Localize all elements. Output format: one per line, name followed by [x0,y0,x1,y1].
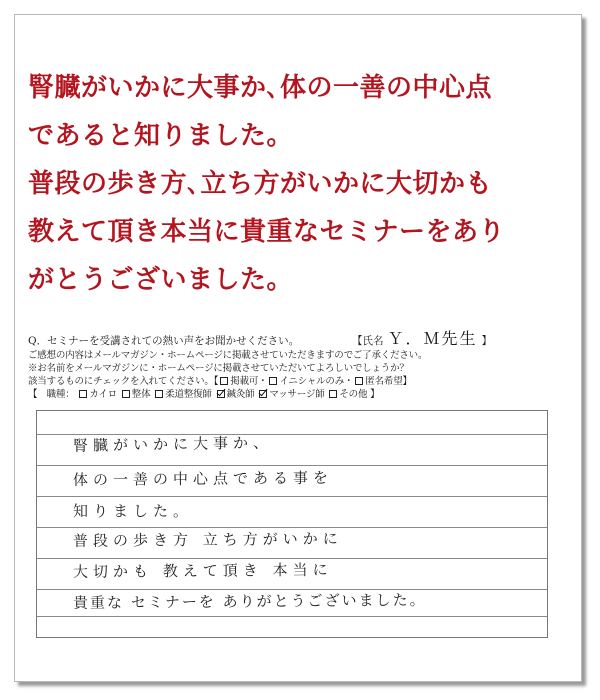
anonymous-label: 匿名希望 [365,376,403,387]
ruled-line [37,465,547,466]
occupation-chiro-label: カイロ [89,389,117,400]
handwritten-line: 体の一善の中心点である事を [72,468,334,489]
consent-line-2: ※お名前をメールマガジンに・ホームページに掲載させていただいてよろしいでしょうか？ [28,363,409,374]
anonymous-checkbox[interactable] [355,377,363,385]
handwritten-answer-box [36,410,548,638]
handwritten-line: 腎臓がいかに大事か、 [72,433,274,455]
check-prompt: 該当するものにチェックを入れてください。【 [28,376,219,387]
occupation-judo-label: 柔道整復師 [165,389,212,400]
question-line [28,329,548,349]
publish-ok-label: 掲載可・ [230,376,268,387]
handwritten-line: 普段の歩き方 立ち方がいかに [72,529,343,550]
options-close: 】 [402,376,412,387]
handwritten-line: 大切かも 教えて頂き 本当に [72,560,333,581]
headline-line: がとうございました。 [28,265,294,295]
publish-options [28,375,548,388]
question-text: Q．セミナーを受講されての熱い声をお聞かせください。 [28,335,300,347]
testimonial-headline [28,64,548,304]
occupation-label: 【 職種： [28,389,75,400]
handwritten-line: 知りました。 [73,502,194,520]
name-open: 【氏名 [352,335,384,347]
headline-line: 腎臓がいかに大事か､体の一善の中心点 [28,73,493,103]
occupation-options [28,388,548,401]
consent-line-1: ご感想の内容はメールマガジン・ホームページに掲載させていただきますのでご了承ください。 [28,350,428,361]
occupation-close: 】 [370,389,380,400]
handwritten-line: 貴重な セミナーを ありがとうございました。 [72,590,427,612]
initials-only-checkbox[interactable] [269,377,277,385]
name-field [352,331,492,349]
occupation-checkbox-other[interactable] [329,390,337,398]
occupation-massage-label: マッサージ師 [269,389,325,400]
occupation-acupuncture-label: 鍼灸師 [226,389,255,400]
publish-ok-checkbox[interactable] [220,377,228,385]
occupation-checkbox-acupuncture[interactable] [217,390,225,398]
survey-form [28,329,548,401]
occupation-checkbox-chiro[interactable] [79,390,87,398]
headline-line: であると知りました。 [28,121,294,151]
headline-line: 教えて頂き本当に貴重なセミナーをあり [28,217,506,247]
initials-only-label: イニシャルのみ・ [279,376,354,387]
ruled-line [37,496,547,497]
occupation-seitai-label: 整体 [131,389,151,400]
name-close: 】 [481,335,493,347]
occupation-checkbox-massage[interactable] [259,390,267,398]
ruled-line [37,616,547,617]
headline-line: 普段の歩き方､立ち方がいかに大切かも [28,169,493,199]
occupation-checkbox-seitai[interactable] [122,390,130,398]
name-value: Ｙ．Ｍ先生 [387,329,478,348]
occupation-other-label: その他 [339,389,368,400]
occupation-checkbox-judo[interactable] [155,390,163,398]
